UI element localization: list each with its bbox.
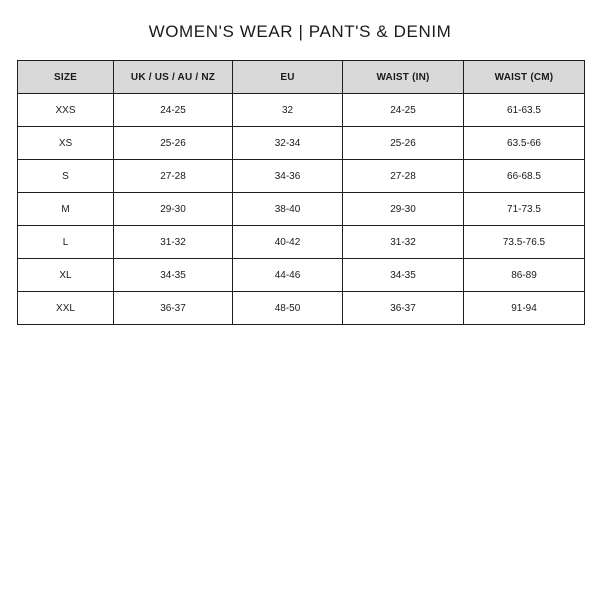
cell-eu: 38-40 xyxy=(233,193,343,226)
size-chart-table xyxy=(17,60,585,325)
table-row xyxy=(18,292,585,325)
cell-eu: 44-46 xyxy=(233,259,343,292)
cell-waist-in: 31-32 xyxy=(343,226,464,259)
header-waist-cm: WAIST (CM) xyxy=(464,61,585,94)
cell-size: S xyxy=(18,160,114,193)
cell-eu: 32 xyxy=(233,94,343,127)
cell-uk-us-au-nz: 24-25 xyxy=(114,94,233,127)
cell-size: XL xyxy=(18,259,114,292)
header-size: SIZE xyxy=(18,61,114,94)
table-row xyxy=(18,127,585,160)
cell-size: M xyxy=(18,193,114,226)
header-uk-us-au-nz: UK / US / AU / NZ xyxy=(114,61,233,94)
header-eu: EU xyxy=(233,61,343,94)
cell-waist-in: 29-30 xyxy=(343,193,464,226)
cell-eu: 48-50 xyxy=(233,292,343,325)
cell-waist-in: 27-28 xyxy=(343,160,464,193)
cell-waist-cm: 61-63.5 xyxy=(464,94,585,127)
cell-uk-us-au-nz: 31-32 xyxy=(114,226,233,259)
cell-uk-us-au-nz: 27-28 xyxy=(114,160,233,193)
cell-waist-in: 34-35 xyxy=(343,259,464,292)
table-row xyxy=(18,160,585,193)
cell-size: XS xyxy=(18,127,114,160)
cell-waist-in: 24-25 xyxy=(343,94,464,127)
cell-waist-in: 25-26 xyxy=(343,127,464,160)
cell-size: XXL xyxy=(18,292,114,325)
cell-waist-in: 36-37 xyxy=(343,292,464,325)
cell-eu: 32-34 xyxy=(233,127,343,160)
cell-waist-cm: 63.5-66 xyxy=(464,127,585,160)
cell-waist-cm: 73.5-76.5 xyxy=(464,226,585,259)
cell-uk-us-au-nz: 29-30 xyxy=(114,193,233,226)
cell-eu: 34-36 xyxy=(233,160,343,193)
cell-uk-us-au-nz: 25-26 xyxy=(114,127,233,160)
header-waist-in: WAIST (IN) xyxy=(343,61,464,94)
table-header-row xyxy=(18,61,585,94)
cell-waist-cm: 91-94 xyxy=(464,292,585,325)
cell-waist-cm: 71-73.5 xyxy=(464,193,585,226)
table-row xyxy=(18,94,585,127)
cell-eu: 40-42 xyxy=(233,226,343,259)
table-row xyxy=(18,226,585,259)
cell-waist-cm: 86-89 xyxy=(464,259,585,292)
cell-uk-us-au-nz: 36-37 xyxy=(114,292,233,325)
cell-size: XXS xyxy=(18,94,114,127)
cell-uk-us-au-nz: 34-35 xyxy=(114,259,233,292)
table-row xyxy=(18,193,585,226)
cell-waist-cm: 66-68.5 xyxy=(464,160,585,193)
table-row xyxy=(18,259,585,292)
page-title: WOMEN'S WEAR | PANT'S & DENIM xyxy=(148,22,452,41)
cell-size: L xyxy=(18,226,114,259)
